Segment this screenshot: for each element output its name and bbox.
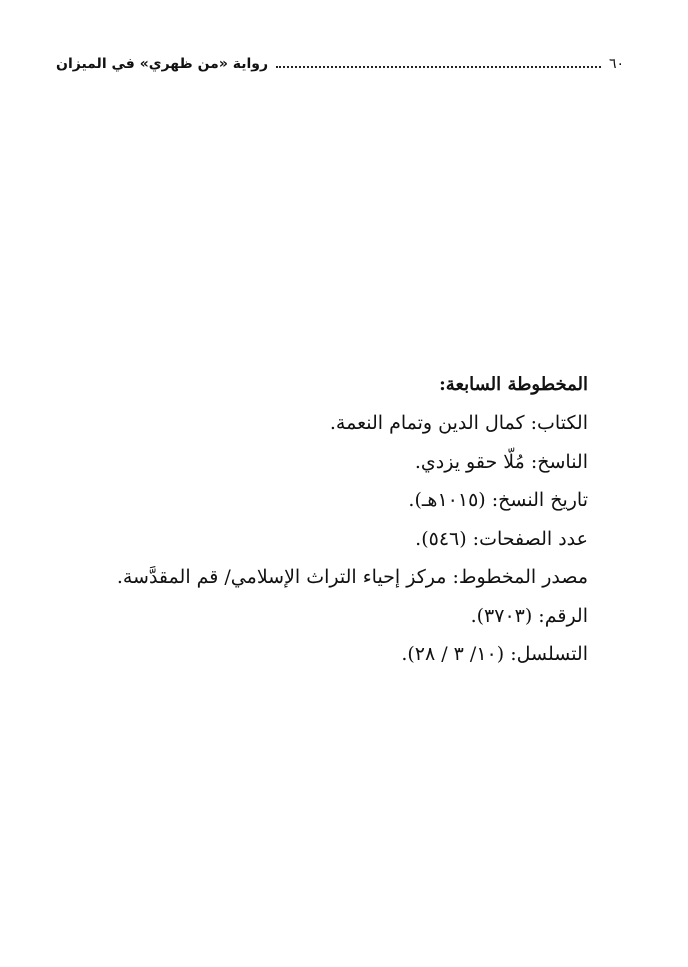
- page-header: [56, 50, 624, 78]
- manuscript-description: [68, 366, 588, 674]
- header-dotted-leader: [276, 66, 601, 68]
- detail-copyist: الناسخ: مُلّا حقو يزدي.: [414, 450, 588, 473]
- detail-page-count: عدد الصفحات: (٥٤٦).: [415, 527, 588, 550]
- detail-sequence: التسلسل: (١٠/ ٣ / ٢٨).: [401, 643, 588, 665]
- running-title: رواية «من ظهري» في الميزان: [56, 56, 269, 72]
- detail-number: الرقم: (٣٧٠٣).: [470, 604, 588, 627]
- manuscript-details: [68, 404, 588, 674]
- detail-copy-date: تاريخ النسخ: (١٠١٥هـ).: [408, 489, 588, 511]
- manuscript-heading: المخطوطة السابعة:: [439, 374, 588, 395]
- detail-source: مصدر المخطوط: مركز إحياء التراث الإسلامي/ قم المقدَّسة.: [116, 566, 588, 588]
- detail-book: الكتاب: كمال الدين وتمام النعمة.: [329, 412, 588, 434]
- page-number: ٦٠: [608, 56, 624, 72]
